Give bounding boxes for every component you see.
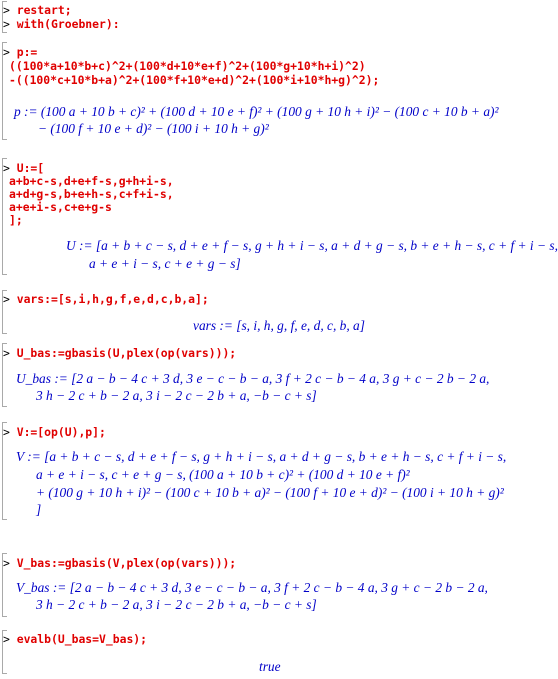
- input-line[interactable]: [3, 633, 147, 646]
- math-output: a + e + i − s, c + e + g − s]: [89, 256, 241, 271]
- math-output: − (100 f + 10 e + d)² − (100 i + 10 h + g)²: [38, 121, 269, 136]
- prompt-symbol: >: [3, 556, 10, 570]
- math-output: U_bas := [2 a − b − 4 c + 3 d, 3 e − c − b − a, 3 f + 2 c − b − 4 a, 3 g + c − 2 b − 2 a,: [16, 371, 490, 386]
- command-text[interactable]: a+e+i-s,c+e+g-s: [9, 200, 112, 214]
- command-text[interactable]: U_bas:=gbasis(U,plex(op(vars)));: [16, 346, 237, 360]
- math-output: a + e + i − s, c + e + g − s, (100 a + 10 b + c)² + (100 d + 10 e + f)²: [36, 467, 410, 482]
- input-line[interactable]: [9, 60, 366, 73]
- input-line[interactable]: [3, 46, 37, 59]
- math-output: true: [259, 659, 281, 674]
- command-text[interactable]: V_bas:=gbasis(V,plex(op(vars)));: [16, 556, 237, 570]
- command-text[interactable]: vars:=[s,i,h,g,f,e,d,c,b,a];: [16, 292, 209, 306]
- prompt-symbol: >: [3, 161, 10, 175]
- command-text[interactable]: p:=: [16, 45, 38, 59]
- command-text[interactable]: a+b+c-s,d+e+f-s,g+h+i-s,: [9, 174, 174, 188]
- math-output: U := [a + b + c − s, d + e + f − s, g + h + i − s, a + d + g − s, b + e + h − s, c + f + i − s,: [66, 238, 558, 253]
- execution-group-bracket[interactable]: [2, 158, 7, 275]
- prompt-symbol: >: [3, 292, 10, 306]
- command-text[interactable]: ((100*a+10*b+c)^2+(100*d+10*e+f)^2+(100*g+10*h+i)^2): [9, 59, 366, 73]
- prompt-symbol: >: [3, 3, 10, 17]
- command-text[interactable]: a+d+g-s,b+e+h-s,c+f+i-s,: [9, 187, 174, 201]
- input-line[interactable]: [3, 557, 236, 570]
- command-text[interactable]: evalb(U_bas=V_bas);: [16, 632, 148, 646]
- command-text[interactable]: U:=[: [16, 161, 45, 175]
- input-line[interactable]: [3, 293, 209, 306]
- command-text[interactable]: restart;: [16, 3, 72, 17]
- math-output: V := [a + b + c − s, d + e + f − s, g + h + i − s, a + d + g − s, b + e + h − s, c + f + i − s,: [16, 449, 507, 464]
- prompt-symbol: >: [3, 632, 10, 646]
- command-text[interactable]: with(Groebner):: [16, 17, 120, 31]
- input-line[interactable]: [3, 426, 106, 439]
- input-line[interactable]: [9, 201, 112, 214]
- math-output: V_bas := [2 a − b − 4 c + 3 d, 3 e − c − b − a, 3 f + 2 c − b − 4 a, 3 g + c − 2 b − 2 a,: [16, 580, 488, 595]
- prompt-symbol: >: [3, 346, 10, 360]
- command-text[interactable]: ];: [9, 213, 23, 227]
- math-output: 3 h − 2 c + b − 2 a, 3 i − 2 c − 2 b + a, −b − c + s]: [36, 597, 317, 612]
- math-output: ]: [36, 502, 42, 517]
- input-line[interactable]: [3, 347, 236, 360]
- input-line[interactable]: [3, 4, 72, 17]
- math-output: vars := [s, i, h, g, f, e, d, c, b, a]: [193, 318, 365, 333]
- prompt-symbol: >: [3, 45, 10, 59]
- math-output: p := (100 a + 10 b + c)² + (100 d + 10 e + f)² + (100 g + 10 h + i)² − (100 c + 10 b + a)²: [14, 104, 499, 119]
- input-line[interactable]: [9, 214, 23, 227]
- input-line[interactable]: [3, 18, 120, 31]
- prompt-symbol: >: [3, 425, 10, 439]
- command-text[interactable]: -((100*c+10*b+a)^2+(100*f+10*e+d)^2+(100*i+10*h+g)^2);: [9, 73, 380, 87]
- math-output: 3 h − 2 c + b − 2 a, 3 i − 2 c − 2 b + a, −b − c + s]: [36, 388, 317, 403]
- command-text[interactable]: V:=[op(U),p];: [16, 425, 106, 439]
- prompt-symbol: >: [3, 17, 10, 31]
- input-line[interactable]: [9, 74, 379, 87]
- math-output: + (100 g + 10 h + i)² − (100 c + 10 b + a)² − (100 f + 10 e + d)² − (100 i + 10 h + g)²: [36, 485, 504, 500]
